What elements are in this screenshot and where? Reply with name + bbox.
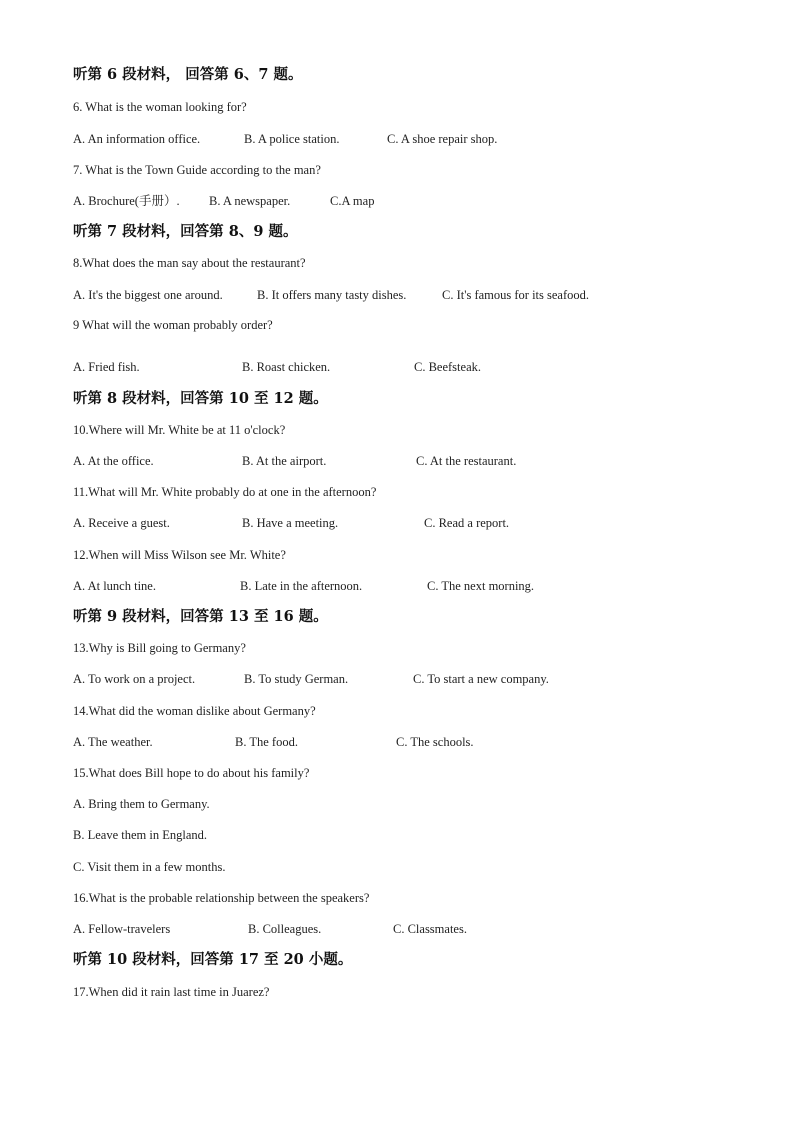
question-16: 16.What is the probable relationship between the speakers?: [73, 891, 370, 905]
section-heading: 听第 8 段材料，回答第 10 至 12 题。: [73, 390, 328, 407]
option-a: A. It's the biggest one around.: [73, 288, 223, 302]
option-c: C. It's famous for its seafood.: [442, 288, 590, 302]
option-a: A. Receive a guest.: [73, 516, 170, 530]
question-14: 14.What did the woman dislike about Germany?: [73, 704, 316, 718]
option-c: C. Read a report.: [424, 516, 510, 530]
section-heading: 听第 9 段材料，回答第 13 至 16 题。: [73, 608, 328, 625]
option-a: A. Brochure(手册）.: [73, 194, 180, 208]
option-c: C. Visit them in a few months.: [73, 860, 226, 874]
option-b: B. At the airport.: [242, 454, 327, 468]
question-10: 10.Where will Mr. White be at 11 o'clock?: [73, 423, 286, 437]
option-a: A. An information office.: [73, 132, 201, 146]
option-c: C. The next morning.: [427, 579, 535, 593]
question-11: 11.What will Mr. White probably do at one in the afternoon?: [73, 485, 377, 499]
option-a: A. Bring them to Germany.: [73, 797, 210, 811]
option-c: C. To start a new company.: [413, 672, 549, 686]
option-b: B. A police station.: [244, 132, 340, 146]
question-15: 15.What does Bill hope to do about his family?: [73, 766, 310, 780]
option-b: B. A newspaper.: [209, 194, 291, 208]
question-13: 13.Why is Bill going to Germany?: [73, 641, 246, 655]
option-a: A. At the office.: [73, 454, 154, 468]
option-c: C. The schools.: [396, 735, 474, 749]
section-heading: 听第 6 段材料， 回答第 6、7 题。: [73, 66, 303, 83]
question-8: 8.What does the man say about the restaurant?: [73, 256, 306, 270]
option-c: C. A shoe repair shop.: [387, 132, 498, 146]
option-b: B. The food.: [235, 735, 298, 749]
option-a: A. The weather.: [73, 735, 153, 749]
section-heading: 听第 7 段材料，回答第 8、9 题。: [73, 223, 298, 240]
option-b: B. Roast chicken.: [242, 360, 331, 374]
option-b: B. It offers many tasty dishes.: [257, 288, 407, 302]
option-a: A. To work on a project.: [73, 672, 196, 686]
question-9: 9 What will the woman probably order?: [73, 318, 273, 332]
option-c: C.A map: [330, 194, 375, 208]
option-b: B. Colleagues.: [248, 922, 322, 936]
option-b: B. Have a meeting.: [242, 516, 339, 530]
option-a: A. At lunch tine.: [73, 579, 156, 593]
option-c: C. Beefsteak.: [414, 360, 481, 374]
option-c: C. At the restaurant.: [416, 454, 517, 468]
question-6: 6. What is the woman looking for?: [73, 100, 247, 114]
option-a: A. Fellow-travelers: [73, 922, 171, 936]
option-c: C. Classmates.: [393, 922, 467, 936]
option-b: B. Leave them in England.: [73, 828, 207, 842]
question-7: 7. What is the Town Guide according to the man?: [73, 163, 321, 177]
section-heading: 听第 10 段材料，回答第 17 至 20 小题。: [73, 951, 353, 968]
option-b: B. Late in the afternoon.: [240, 579, 363, 593]
question-12: 12.When will Miss Wilson see Mr. White?: [73, 548, 286, 562]
option-a: A. Fried fish.: [73, 360, 140, 374]
option-b: B. To study German.: [244, 672, 349, 686]
question-17: 17.When did it rain last time in Juarez?: [73, 985, 270, 999]
